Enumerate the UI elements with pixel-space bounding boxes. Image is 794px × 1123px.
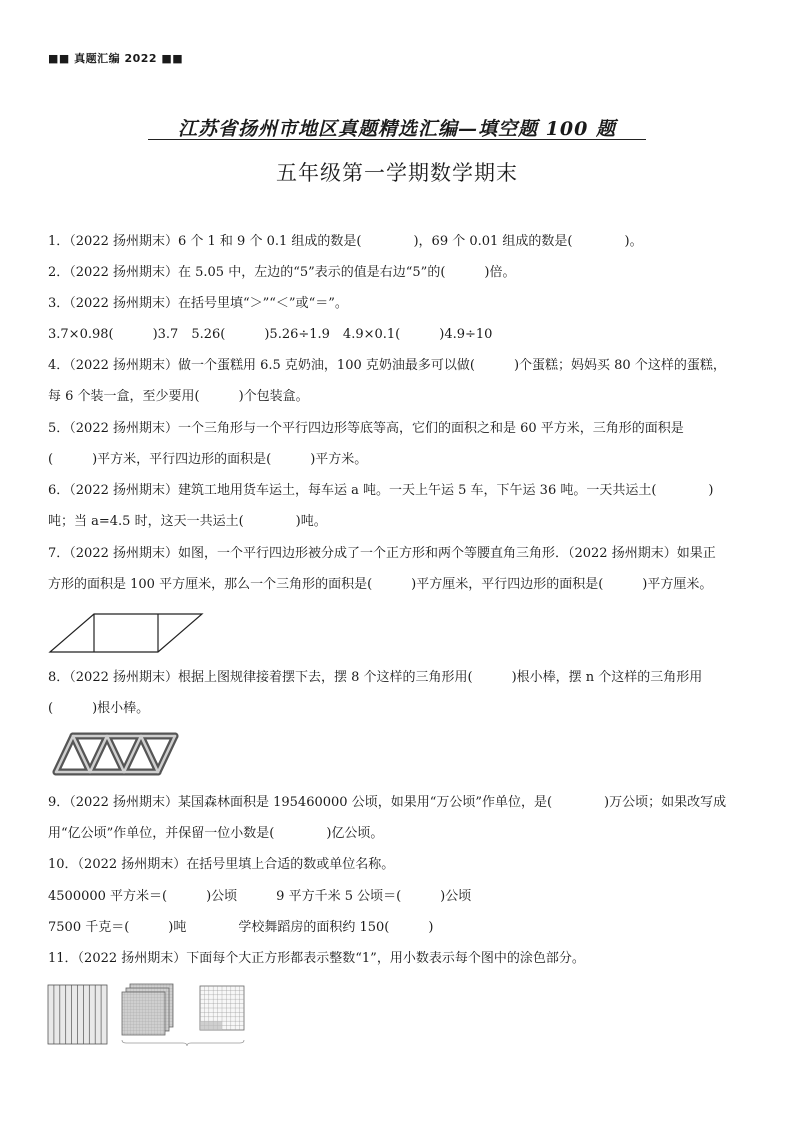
question-line: 7500 千克＝( )吨 学校舞蹈房的面积约 150( ) [48, 920, 434, 935]
question-line: ( )平方米，平行四边形的面积是( )平方米。 [48, 452, 368, 467]
question-line: 3.7×0.98( )3.7 5.26( )5.26÷1.9 4.9×0.1( )4.9÷10 [48, 327, 493, 342]
question-line: 4500000 平方米＝( )公顷 9 平方千米 5 公顷＝( )公顷 [48, 889, 472, 904]
question-line: 方形的面积是 100 平方厘米，那么一个三角形的面积是( )平方厘米，平行四边形的面积是( )平方厘米。 [48, 577, 713, 592]
question-line: 6．（2022 扬州期末）建筑工地用货车运土，每车运 a 吨。一天上午运 5 车，下午运 36 吨。一天共运土( ) [48, 483, 714, 498]
decimal-squares-figure [46, 982, 256, 1050]
title-underline [148, 139, 646, 140]
parallelogram-figure [48, 610, 208, 656]
question-line: 9．（2022 扬州期末）某国森林面积是 195460000 公顷，如果用“万公顷”作单位，是( )万公顷；如果改写成 [48, 795, 727, 810]
question-line: ( )根小棒。 [48, 701, 150, 716]
question-line: 8．（2022 扬州期末）根据上图规律接着摆下去，摆 8 个这样的三角形用( )根小棒，摆 n 个这样的三角形用 [48, 670, 703, 685]
question-line: 3．（2022 扬州期末）在括号里填“＞”“＜”或“＝”。 [48, 296, 348, 311]
question-line: 用“亿公顷”作单位，并保留一位小数是( )亿公顷。 [48, 826, 384, 841]
header-tag: ■■ 真题汇编 2022 ■■ [48, 52, 184, 65]
stick-triangles-figure [48, 728, 186, 778]
question-line: 2．（2022 扬州期末）在 5.05 中，左边的“5”表示的值是右边“5”的( )倍。 [48, 265, 516, 280]
question-line: 吨；当 a=4.5 时，这天一共运土( )吨。 [48, 514, 327, 529]
question-line: 10．（2022 扬州期末）在括号里填上合适的数或单位名称。 [48, 857, 395, 872]
question-line: 5．（2022 扬州期末）一个三角形与一个平行四边形等底等高，它们的面积之和是 60 平方米，三角形的面积是 [48, 421, 684, 436]
doc-subtitle: 五年级第一学期数学期末 [276, 161, 518, 185]
doc-title: 江苏省扬州市地区真题精选汇编—填空题 100 题 [178, 118, 616, 140]
question-line: 4．（2022 扬州期末）做一个蛋糕用 6.5 克奶油，100 克奶油最多可以做( )个蛋糕；妈妈买 80 个这样的蛋糕， [48, 358, 726, 373]
question-line: 11．（2022 扬州期末）下面每个大正方形都表示整数“1”，用小数表示每个图中的涂色部分。 [48, 951, 585, 966]
question-line: 1．（2022 扬州期末）6 个 1 和 9 个 0.1 组成的数是( )，69 个 0.01 组成的数是( )。 [48, 234, 643, 249]
question-line: 每 6 个装一盒，至少要用( )个包装盒。 [48, 389, 309, 404]
question-line: 7．（2022 扬州期末）如图，一个平行四边形被分成了一个正方形和两个等腰直角三角形．（2022 扬州期末）如果正 [48, 546, 716, 561]
